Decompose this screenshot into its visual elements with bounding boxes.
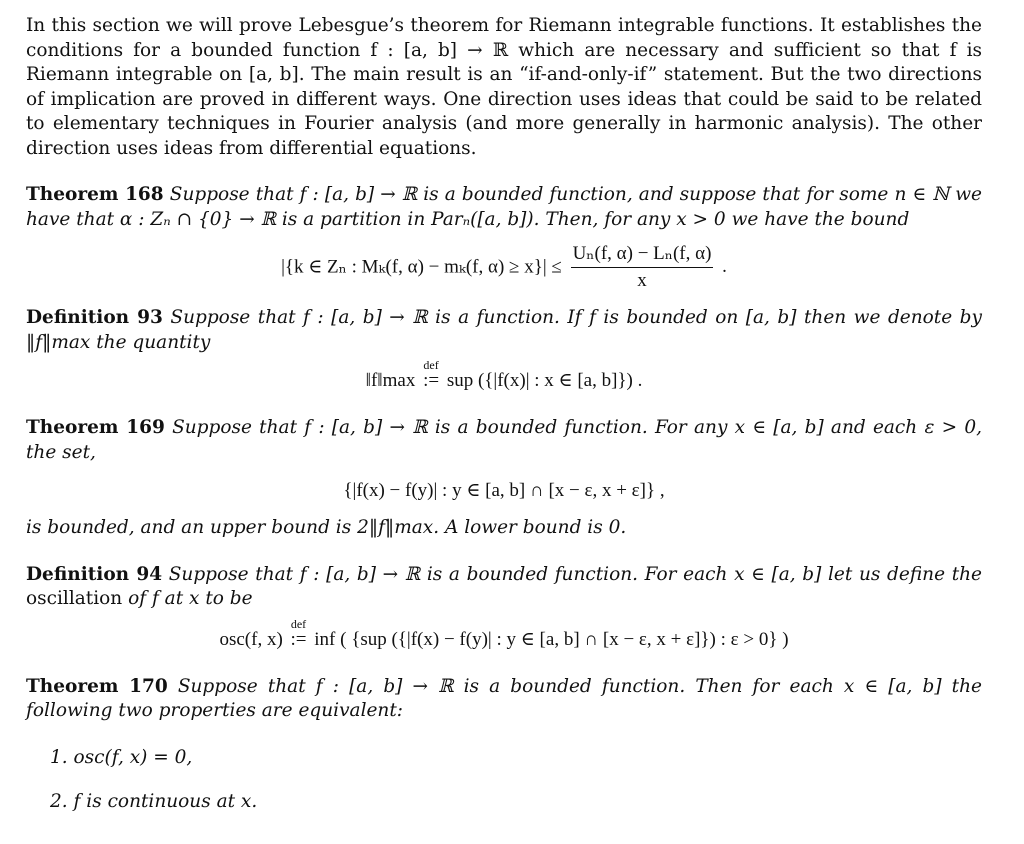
definition-94-assign: := [290,628,307,650]
theorem-169-equation: {|f(x) − f(y)| : y ∈ [a, b] ∩ [x − ε, x + ε]} , [343,480,665,501]
definition-93-equation [26,358,982,392]
definition-94-term: oscillation [26,588,123,609]
definition-93-statement: Suppose that f : [a, b] → ℝ is a function. If f is bounded on [a, b] then we denote by ‖f‖max the quantity [26,307,982,353]
theorem-168-eq-denominator: x [637,270,647,291]
definition-94 [26,563,982,651]
list-item-text: f is continuous at x. [73,790,258,812]
theorem-168-statement: Suppose that f : [a, b] → ℝ is a bounded function, and suppose that for some n ∈ ℕ we have that α : Zₙ ∩ {0} → ℝ is a partition in Parₙ([a, b]). Then, for any x > 0 we have the bound [26,184,982,230]
theorem-168 [26,183,982,291]
definition-94-statement-b: of f at x to be [128,588,253,609]
theorem-168-eq-lhs: |{k ∈ Zₙ : Mₖ(f, α) − mₖ(f, α) ≥ x}| ≤ [281,256,562,278]
list-item [50,780,982,824]
definition-94-def-symbol [288,616,310,651]
definition-93-def-text: def [423,358,439,372]
theorem-168-eq-end: . [722,256,727,277]
list-item-number: 1. [50,746,68,768]
definition-93-eq-rhs: sup ({|f(x)| : x ∈ [a, b]}) . [446,370,643,391]
definition-94-eq-rhs: inf ( {sup ({|f(x) − f(y)| : y ∈ [a, b] ∩ [x − ε, x + ε]}) : ε > 0} ) [314,628,789,650]
definition-93-def-symbol [420,358,442,392]
theorem-169-statement: Suppose that f : [a, b] → ℝ is a bounded function. For any x ∈ [a, b] and each ε > 0, the set, [26,417,982,463]
intro-paragraph: In this section we will prove Lebesgue’s theorem for Riemann integrable functions. It establishes the conditions for a bounded function f : [a, b] → ℝ which are necessary and sufficient so that f is Riemann integrable on [a, b]. The main result is an “if-and-only-if” statement. But the two directions of implication are proved in different ways. One direction uses ideas that could be said to be related to elementary techniques in Fourier analysis (and more generally in harmonic analysis). The other direction uses ideas from differential equations. [26,15,982,159]
list-item-text: osc(f, x) = 0, [73,746,193,768]
definition-93-eq-lhs: ‖f‖max [365,370,416,391]
theorem-169-label: Theorem 169 [26,417,165,438]
list-item-number: 2. [50,790,68,812]
definition-94-eq-lhs: osc(f, x) [219,628,283,650]
theorem-168-equation [26,242,982,291]
definition-93-assign: := [423,370,440,391]
definition-94-equation [26,616,982,651]
definition-94-statement-a: Suppose that f : [a, b] → ℝ is a bounded function. For each x ∈ [a, b] let us define the [168,563,982,585]
definition-93 [26,306,982,392]
definition-94-def-text: def [290,616,307,631]
definition-93-label: Definition 93 [26,307,163,328]
theorem-169-after: is bounded, and an upper bound is 2‖f‖max. A lower bound is 0. [26,517,627,538]
list-item [50,736,982,780]
theorem-170-label: Theorem 170 [26,675,168,697]
theorem-168-label: Theorem 168 [26,184,164,205]
theorem-170 [26,675,982,824]
theorem-168-eq-numerator: Uₙ(f, α) − Lₙ(f, α) [571,242,714,268]
definition-94-label: Definition 94 [26,563,163,585]
theorem-168-eq-fraction [571,242,714,292]
theorem-170-statement: Suppose that f : [a, b] → ℝ is a bounded function. Then for each x ∈ [a, b] the following two properties are equivalent: [26,675,982,721]
paper-page [26,14,982,824]
theorem-169 [26,416,982,541]
theorem-170-list [26,736,982,824]
